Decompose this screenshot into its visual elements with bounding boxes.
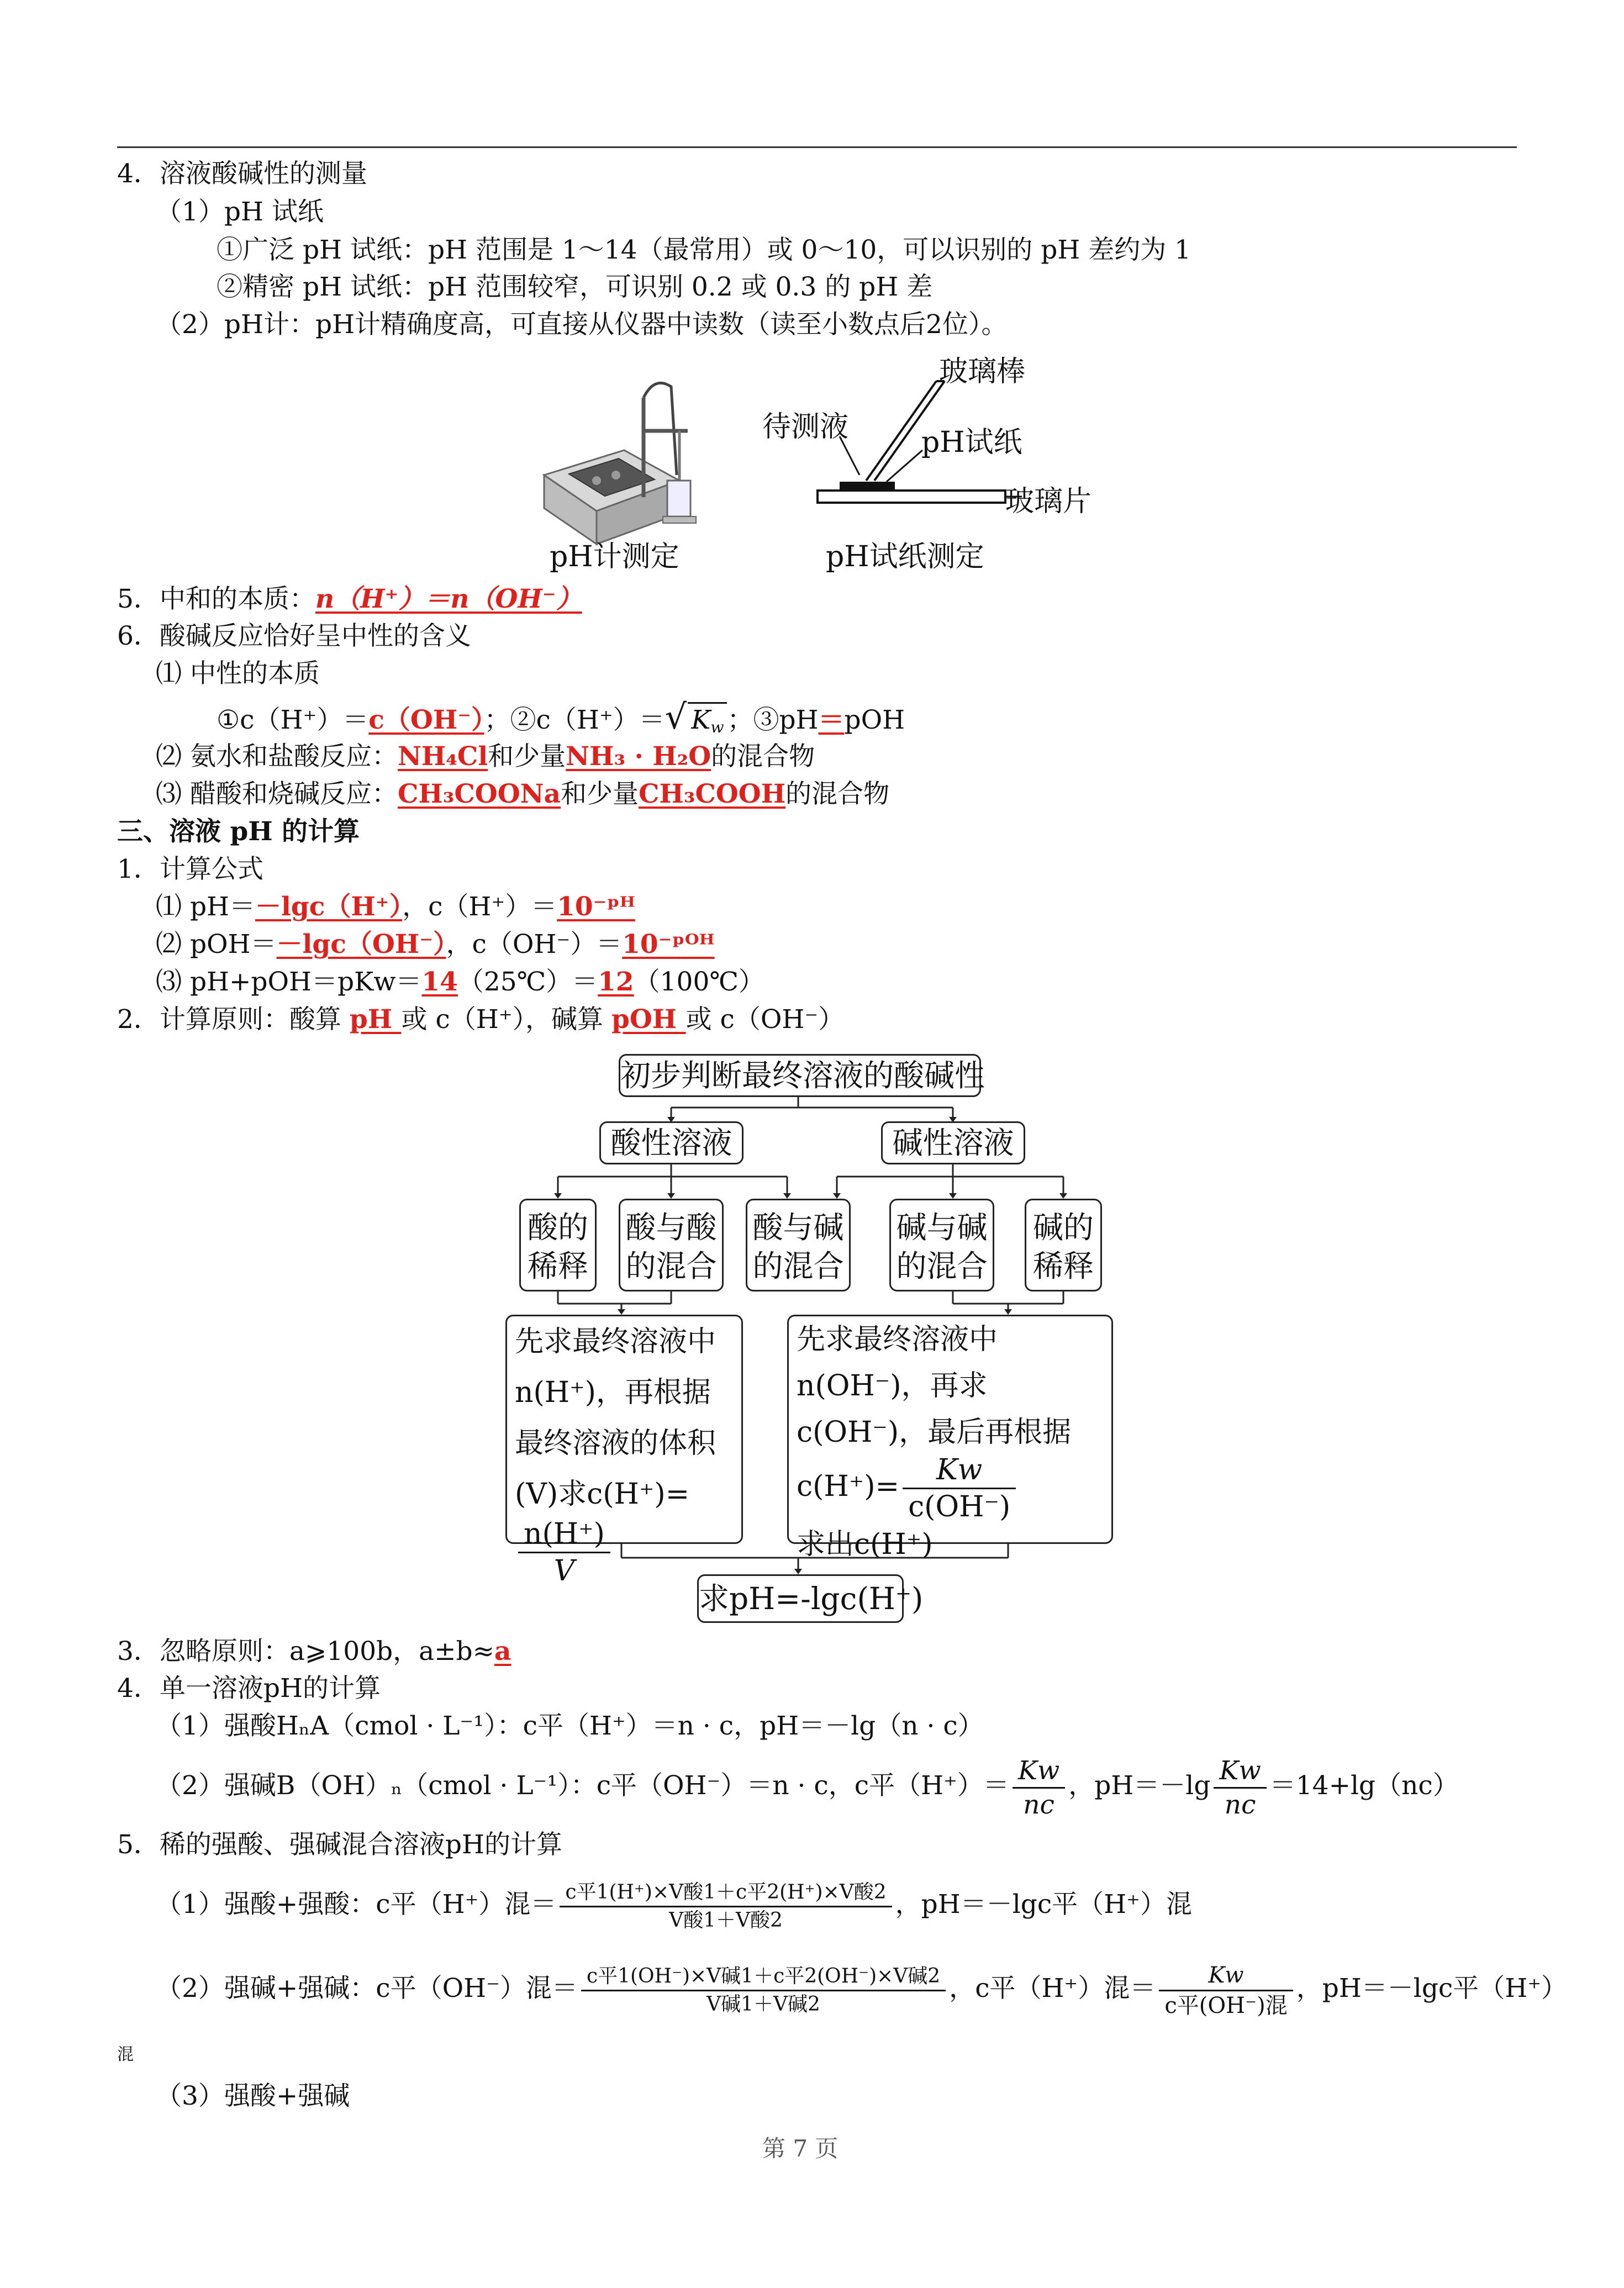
eq-text: ①c（H⁺）＝ [217, 705, 369, 735]
text: ⑴ pH＝ [156, 892, 256, 922]
den: V酸1＋V酸2 [669, 1909, 783, 1932]
text: ，pH＝－lgc平（H⁺） [1296, 1973, 1568, 2004]
flow-right-big-box [787, 1315, 1113, 1561]
den: nc [1023, 1789, 1054, 1820]
section-5-answer: n（H⁺）＝n（OH⁻） [315, 584, 582, 614]
flow-base-base-mix: 碱与碱的混合 [889, 1199, 994, 1291]
text: ⑶ pH+pOH＝pKw＝ [156, 967, 422, 997]
section-4-item-1a: ①广泛 pH 试纸：pH 范围是 1～14（最常用）或 0～10，可以识别的 pH 差约为 1 [217, 235, 1191, 265]
right-box-fraction [903, 1453, 1016, 1523]
num: c平1(OH⁻)×V碱1＋c平2(OH⁻)×V碱2 [581, 1967, 946, 1991]
label-ph-paper: pH试纸 [921, 426, 1022, 459]
section-4-item-1: （1）pH 试纸 [156, 197, 324, 227]
text: 和少量 [488, 741, 566, 772]
answer: －lgc（H⁺） [255, 892, 403, 922]
text: 2．计算原则：酸算 [117, 1004, 350, 1035]
num: Kw [1214, 1758, 1266, 1789]
left-box-den: V [553, 1554, 575, 1588]
num: c平1(H⁺)×V酸1＋c平2(H⁺)×V酸2 [560, 1883, 892, 1907]
answer: pOH [611, 1004, 686, 1035]
eq-text: ；③pH [727, 705, 819, 735]
label-glass-rod: 玻璃棒 [939, 355, 1026, 388]
answer: NH₃ · H₂O [566, 741, 711, 772]
den: nc [1224, 1789, 1256, 1820]
caption-ph-meter: pH计测定 [550, 540, 679, 573]
section-4-title: 4．溶液酸碱性的测量 [117, 159, 367, 189]
section-3-heading: 三、溶液 pH 的计算 [117, 816, 360, 847]
label-glass-slide: 玻璃片 [1005, 485, 1092, 518]
answer: pH [349, 1004, 402, 1035]
text: （2）强碱B（OH）ₙ（cmol · L⁻¹）：c平（OH⁻）＝n · c，c平（H⁺）＝ [156, 1770, 1009, 1801]
kw-symbol: K [691, 705, 711, 735]
answer: a [494, 1636, 512, 1667]
section-4-item-2: （2）pH计：pH计精确度高，可直接从仪器中读数（读至小数点后2位）。 [156, 309, 1008, 340]
text: ⑶ 醋酸和烧碱反应： [156, 779, 398, 809]
flow-acid-box: 酸性溶液 [599, 1121, 744, 1164]
text: ，pH＝－lg [1068, 1770, 1211, 1801]
text: 3．忽略原则：a⩾100b，a±b≈ [117, 1636, 494, 1667]
right-box-text-a: 先求最终溶液中n(OH⁻)，再求c(OH⁻)，最后再根据c(H⁺)= [797, 1323, 1072, 1503]
section-6-eq [217, 697, 905, 737]
text: （2）强碱+强碱：c平（OH⁻）混＝ [156, 1973, 578, 2004]
answer: 10⁻ᵖᴴ [557, 892, 635, 922]
label-test-solution: 待测液 [762, 410, 849, 444]
fraction [560, 1880, 892, 1932]
eq-text: pOH [844, 705, 905, 735]
left-box-fraction [518, 1517, 610, 1588]
text: 的混合物 [785, 779, 890, 809]
text: ，c（H⁺）＝ [402, 892, 557, 922]
single-solution-title: 4．单一溶液pH的计算 [117, 1673, 381, 1704]
section-5-prefix: 5．中和的本质： [117, 584, 315, 614]
formula-2 [156, 928, 715, 961]
right-box-text-b: 求出c(H⁺) [797, 1528, 933, 1561]
fraction [581, 1964, 946, 2016]
answer: NH₄Cl [397, 741, 488, 772]
formula-3 [156, 966, 764, 999]
eq-answer-2: ＝ [818, 705, 845, 735]
single-solution-2 [156, 1755, 1459, 1818]
den: V碱1＋V碱2 [706, 1992, 820, 2016]
text: ⑵ 氨水和盐酸反应： [156, 741, 398, 772]
formula-title: 1．计算公式 [117, 854, 263, 884]
text: 或 c（OH⁻） [686, 1004, 845, 1035]
answer: －lgc（OH⁻） [276, 929, 446, 960]
left-box-text: 先求最终溶液中n(H⁺)，再根据最终溶液的体积(V)求c(H⁺)= [515, 1325, 716, 1511]
flow-acid-dilution: 酸的稀释 [519, 1199, 597, 1291]
flow-left-big-box [505, 1315, 743, 1588]
mix-solution-3: （3）强酸+强碱 [156, 2081, 350, 2111]
eq-answer-1: c（OH⁻） [368, 705, 484, 735]
right-box-den: c(OH⁻) [908, 1490, 1011, 1523]
text: 的混合物 [711, 741, 815, 772]
single-solution-1: （1）强酸HₙA（cmol · L⁻¹）：c平（H⁺）＝n · c，pH＝－lg（n · c） [156, 1711, 984, 1741]
num: Kw [1013, 1758, 1065, 1789]
text: ，c平（H⁺）混＝ [949, 1973, 1156, 2004]
section-4-item-1b: ②精密 pH 试纸：pH 范围较窄，可识别 0.2 或 0.3 的 pH 差 [217, 272, 933, 302]
text: ＝14+lg（nc） [1269, 1770, 1459, 1801]
text: 或 c（H⁺），碱算 [401, 1004, 611, 1035]
text: （1）强酸+强酸：c平（H⁺）混＝ [156, 1889, 557, 1920]
flow-acid-base-mix: 酸与碱的混合 [746, 1199, 851, 1291]
section-6-item-1: ⑴ 中性的本质 [156, 658, 320, 689]
ph-meter-icon [544, 383, 696, 544]
text: ⑵ pOH＝ [156, 929, 277, 960]
answer: 14 [421, 967, 458, 997]
section-6-title: 6．酸碱反应恰好呈中性的含义 [117, 621, 471, 651]
answer: CH₃COOH [639, 779, 786, 809]
mix-solution-2 [156, 1955, 1567, 2022]
num: Kw [1159, 1964, 1293, 1991]
text: ，pH＝－lgc平（H⁺）混 [895, 1889, 1192, 1920]
sqrt-kw: $K_w$ [688, 702, 727, 737]
formula-1 [156, 890, 635, 924]
answer: CH₃COONa [397, 779, 561, 809]
caption-ph-paper: pH试纸测定 [826, 540, 984, 573]
den: c平(OH⁻)混 [1164, 1992, 1288, 2018]
right-box-num: Kw [903, 1456, 1016, 1489]
text: ，c（OH⁻）＝ [446, 929, 623, 960]
flow-bottom-box: 求pH=-lgc(H⁺) [697, 1574, 904, 1623]
fraction [1214, 1755, 1266, 1820]
ph-figure [0, 0, 1624, 608]
text: （100℃） [634, 967, 764, 997]
section-6-item-3 [156, 778, 889, 811]
sqrt-symbol: √ [665, 697, 687, 737]
left-box-num: n(H⁺) [518, 1520, 610, 1553]
page-number: 第 7 页 [762, 2135, 839, 2162]
text: （25℃）＝ [457, 967, 598, 997]
flow-base-box: 碱性溶液 [881, 1121, 1025, 1164]
mix-solution-title: 5．稀的强酸、强碱混合溶液pH的计算 [117, 1830, 562, 1860]
ignore-principle [117, 1635, 511, 1668]
fraction [1159, 1964, 1293, 2017]
flow-acid-acid-mix: 酸与酸的混合 [619, 1199, 724, 1291]
eq-text: ；②c（H⁺）＝ [484, 705, 665, 735]
calc-principle [117, 1003, 844, 1036]
section-6-item-2 [156, 740, 815, 773]
flow-base-dilution: 碱的稀释 [1025, 1199, 1102, 1291]
text: 和少量 [561, 779, 639, 809]
flow-top-box: 初步判断最终溶液的酸碱性 [619, 1054, 981, 1097]
section-5 [117, 583, 582, 616]
fraction [1013, 1755, 1065, 1820]
mix-solution-1 [156, 1871, 1192, 1938]
answer: 12 [598, 967, 634, 997]
answer: 10⁻ᵖᴼᴴ [622, 929, 715, 960]
mix-solution-2-wrap: 混 [117, 2045, 134, 2064]
